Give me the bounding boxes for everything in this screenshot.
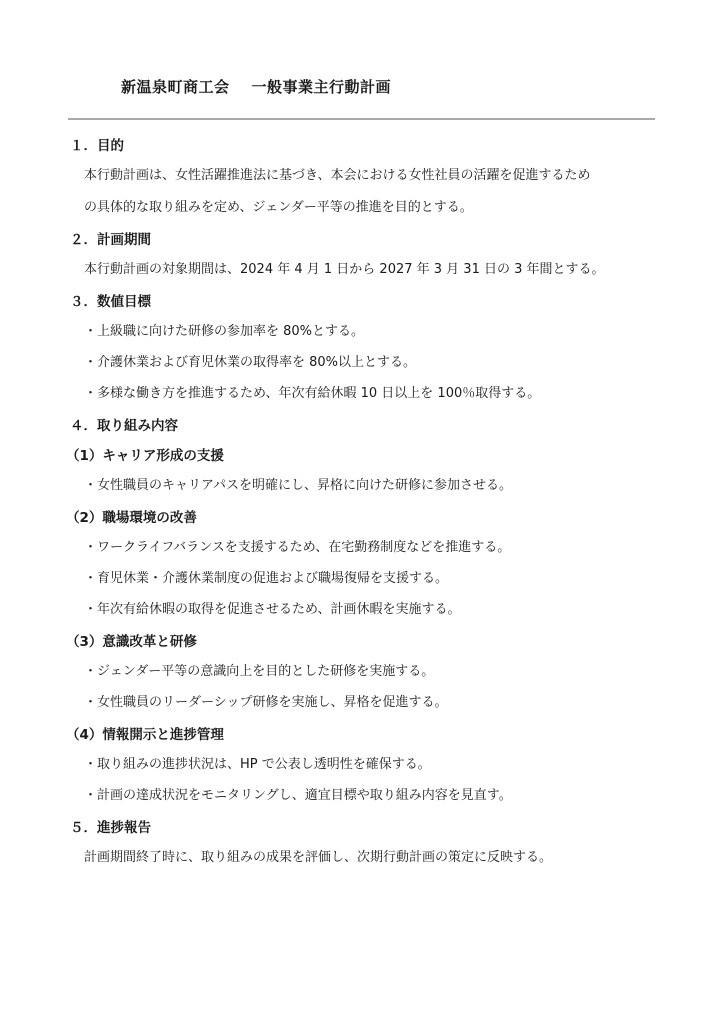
section-initiatives xyxy=(66,416,670,806)
paragraph-line: 本行動計画は、女性活躍推進法に基づき、本会における女性社員の活躍を促進するため xyxy=(84,168,591,183)
section-heading: ３．数値目標 xyxy=(70,294,151,310)
bullet-item: ・上級職に向けた研修の参加率を 80%とする。 xyxy=(84,324,365,339)
document-body xyxy=(66,136,670,868)
section-progress-report xyxy=(70,818,670,868)
section-heading: ２．計画期間 xyxy=(70,232,151,248)
section-targets xyxy=(70,292,670,404)
subsection-heading: （2）職場環境の改善 xyxy=(66,510,197,526)
bullet-item: ・ワークライフバランスを支援するため、在宅勤務制度などを推進する。 xyxy=(84,540,511,555)
bullet-item: ・ジェンダー平等の意識向上を目的とした研修を実施する。 xyxy=(84,664,435,679)
bullet-item: ・介護休業および育児休業の取得率を 80%以上とする。 xyxy=(84,355,417,370)
subsection-heading: （4）情報開示と進捗管理 xyxy=(66,727,224,743)
section-heading: ４．取り組み内容 xyxy=(70,418,178,434)
section-purpose xyxy=(70,136,670,218)
bullet-item: ・取り組みの進捗状況は、HP で公表し透明性を確保する。 xyxy=(84,757,431,772)
bullet-item: ・女性職員のリーダーシップ研修を実施し、昇格を促進する。 xyxy=(84,695,448,710)
paragraph-line: の具体的な取り組みを定め、ジェンダー平等の推進を目的とする。 xyxy=(84,200,473,215)
bullet-item: ・育児休業・介護休業制度の促進および職場復帰を支援する。 xyxy=(84,571,449,586)
title-divider xyxy=(68,118,655,120)
title-main: 一般事業主行動計画 xyxy=(251,78,392,96)
bullet-item: ・計画の達成状況をモニタリングし、適宜目標や取り組み内容を見直す。 xyxy=(84,788,512,803)
paragraph-line: 本行動計画の対象期間は、2024 年 4 月 1 日から 2027 年 3 月 31 日の 3 年間とする。 xyxy=(84,262,605,277)
document-title xyxy=(121,76,391,97)
subsection-heading: （1）キャリア形成の支援 xyxy=(66,448,224,464)
subsection-heading: （3）意識改革と研修 xyxy=(66,634,197,650)
section-heading: ５．進捗報告 xyxy=(70,820,151,836)
bullet-item: ・多様な働き方を推進するため、年次有給休暇 10 日以上を 100％取得する。 xyxy=(84,386,541,401)
paragraph-line: 計画期間終了時に、取り組みの成果を評価し、次期行動計画の策定に反映する。 xyxy=(84,850,553,865)
section-period xyxy=(70,230,670,280)
bullet-item: ・女性職員のキャリアパスを明確にし、昇格に向けた研修に参加させる。 xyxy=(84,478,512,493)
bullet-item: ・年次有給休暇の取得を促進させるため、計画休暇を実施する。 xyxy=(84,602,461,617)
title-org: 新温泉町商工会 xyxy=(121,78,230,96)
section-heading: １．目的 xyxy=(70,138,124,154)
